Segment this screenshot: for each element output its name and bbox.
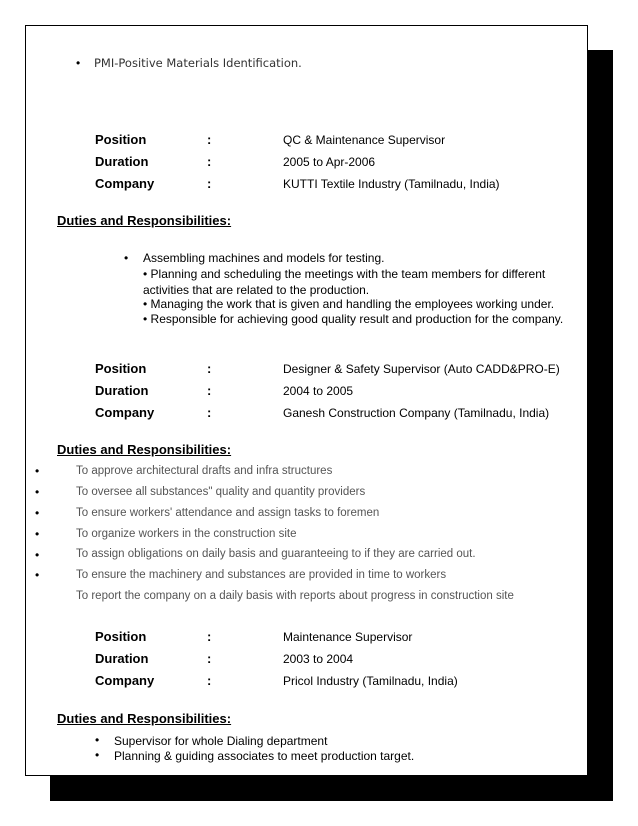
- duty-item: To oversee all substances" quality and quantity providers: [76, 486, 366, 498]
- colon: :: [207, 405, 212, 420]
- duty-item: Supervisor for whole Dialing department: [114, 734, 328, 748]
- bullet-icon: •: [35, 464, 40, 478]
- bullet-icon: •: [35, 506, 40, 520]
- duty-item: • Managing the work that is given and handling the employees working under.: [143, 297, 555, 311]
- duty-item: To organize workers in the construction site: [76, 528, 297, 540]
- duties-heading: Duties and Responsibilities:: [57, 213, 232, 228]
- duties-heading: Duties and Responsibilities:: [57, 711, 232, 726]
- duration-label: Duration: [95, 154, 149, 169]
- bullet-icon: •: [95, 748, 100, 762]
- colon: :: [207, 673, 212, 688]
- colon: :: [207, 176, 212, 191]
- colon: :: [207, 154, 212, 169]
- duration-label: Duration: [95, 383, 149, 398]
- position-label: Position: [95, 629, 147, 644]
- job3-company: Pricol Industry (Tamilnadu, India): [283, 674, 458, 688]
- bullet-icon: •: [35, 485, 40, 499]
- colon: :: [207, 383, 212, 398]
- position-label: Position: [95, 361, 147, 376]
- duration-label: Duration: [95, 651, 149, 666]
- duty-item: To report the company on a daily basis with reports about progress in construction site: [76, 590, 514, 602]
- job2-position: Designer & Safety Supervisor (Auto CADD&PRO-E): [283, 362, 560, 376]
- duty-item: To ensure the machinery and substances are provided in time to workers: [76, 569, 447, 581]
- duty-item: To assign obligations on daily basis and guaranteeing to if they are carried out.: [76, 548, 476, 560]
- job3-position: Maintenance Supervisor: [283, 630, 413, 644]
- company-label: Company: [95, 673, 155, 688]
- company-label: Company: [95, 176, 155, 191]
- job1-company: KUTTI Textile Industry (Tamilnadu, India): [283, 177, 500, 191]
- duty-item: To approve architectural drafts and infra structures: [76, 465, 333, 477]
- job2-company: Ganesh Construction Company (Tamilnadu, India): [283, 406, 550, 420]
- duty-item: • Responsible for achieving good quality result and production for the company.: [143, 312, 564, 326]
- duties-heading: Duties and Responsibilities:: [57, 442, 232, 457]
- duty-item: Planning & guiding associates to meet production target.: [114, 749, 415, 763]
- bullet-icon: •: [35, 568, 40, 582]
- job1-position: QC & Maintenance Supervisor: [283, 133, 446, 147]
- colon: :: [207, 629, 212, 644]
- bullet-icon: •: [35, 527, 40, 541]
- job2-duration: 2004 to 2005: [283, 384, 354, 398]
- colon: :: [207, 132, 212, 147]
- job3-duration: 2003 to 2004: [283, 652, 354, 666]
- duty-item: To ensure workers' attendance and assign tasks to foremen: [76, 507, 380, 519]
- position-label: Position: [95, 132, 147, 147]
- colon: :: [207, 651, 212, 666]
- colon: :: [207, 361, 212, 376]
- bullet-icon: •: [124, 251, 129, 265]
- duty-item: Assembling machines and models for testing.: [143, 251, 385, 265]
- bullet-icon: •: [35, 548, 40, 562]
- duty-item: activities that are related to the production.: [143, 283, 370, 297]
- company-label: Company: [95, 405, 155, 420]
- pmi-line: PMI-Positive Materials Identification.: [94, 56, 302, 70]
- resume-page: [25, 25, 588, 776]
- page-shadow-right: [587, 50, 613, 801]
- duty-item: • Planning and scheduling the meetings with the team members for different: [143, 267, 546, 281]
- bullet-icon: •: [95, 733, 100, 747]
- page-shadow-bottom: [50, 775, 613, 801]
- job1-duration: 2005 to Apr-2006: [283, 155, 376, 169]
- bullet-icon: •: [76, 56, 81, 70]
